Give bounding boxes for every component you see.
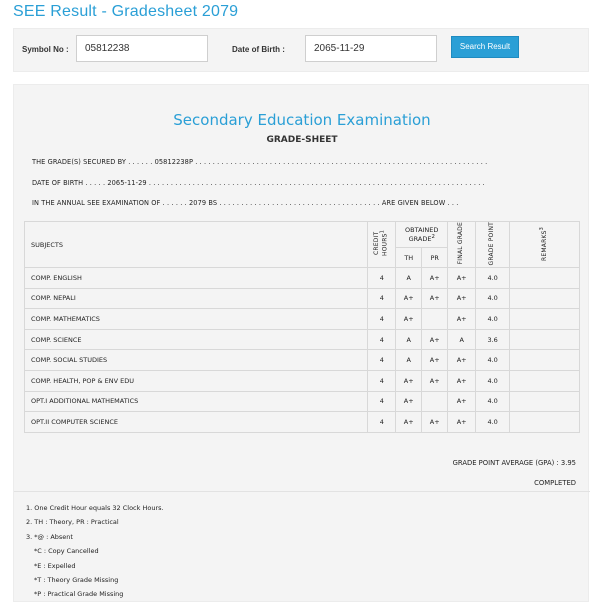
symbol-input[interactable]: 05812238 xyxy=(76,35,208,62)
table-row xyxy=(25,412,580,433)
table-row xyxy=(25,309,580,330)
pr-grade-cell: A+ xyxy=(422,412,448,433)
credit-cell: 4 xyxy=(368,350,396,371)
final-grade-cell: A+ xyxy=(448,288,476,309)
pr-grade-cell: A+ xyxy=(422,370,448,391)
header-remarks: REMARKS$^3$ xyxy=(510,222,580,268)
table-row xyxy=(25,329,580,350)
exam-title: Secondary Education Examination xyxy=(173,111,431,129)
notes xyxy=(26,501,164,602)
table-row xyxy=(25,391,580,412)
pr-grade-cell xyxy=(422,309,448,330)
th-grade-cell: A+ xyxy=(396,288,422,309)
remarks-cell xyxy=(510,329,580,350)
gradesheet-title: GRADE-SHEET xyxy=(266,135,338,145)
subject-cell: COMP. MATHEMATICS xyxy=(25,309,368,330)
note-item: 1. One Credit Hour equals 32 Clock Hours. xyxy=(26,504,164,512)
dob-line: DATE OF BIRTH . . . . . 2065-11-29 . . . . . . . . . . . . . . . . . . . . . . . . . . . . . . . . . . . . . . . . . . . . . . . . . . . . . . . . . . . . . . . . . . . . . . . . . . . . . xyxy=(32,179,485,187)
dob-label: Date of Birth : xyxy=(232,45,285,54)
subject-cell: COMP. NEPALI xyxy=(25,288,368,309)
table-row xyxy=(25,268,580,289)
gpa-text: GRADE POINT AVERAGE (GPA) : 3.95 xyxy=(452,459,576,467)
subject-cell: COMP. ENGLISH xyxy=(25,268,368,289)
final-grade-cell: A+ xyxy=(448,391,476,412)
th-grade-cell: A+ xyxy=(396,370,422,391)
pr-grade-cell: A+ xyxy=(422,288,448,309)
note-item: 3. *@ : Absent xyxy=(26,532,73,541)
header-th: TH xyxy=(396,248,422,268)
secured-by-line: THE GRADE(S) SECURED BY . . . . . . 05812238P . . . . . . . . . . . . . . . . . . . . . . . . . . . . . . . . . . . . . . . . . . . . . . . . . . . . . . . . . . . . . . . . . . . xyxy=(32,158,488,166)
credit-cell: 4 xyxy=(368,391,396,412)
subject-cell: COMP. SCIENCE xyxy=(25,329,368,350)
pr-grade-cell: A+ xyxy=(422,268,448,289)
final-grade-cell: A+ xyxy=(448,309,476,330)
header-final-grade: FINAL GRADE xyxy=(448,222,476,268)
result-status: COMPLETED xyxy=(534,479,576,487)
grade-point-cell: 4.0 xyxy=(476,391,510,412)
table-row xyxy=(25,288,580,309)
grade-point-cell: 4.0 xyxy=(476,412,510,433)
search-result-button[interactable]: Search Result xyxy=(451,36,519,58)
remarks-cell xyxy=(510,350,580,371)
remarks-cell xyxy=(510,309,580,330)
final-grade-cell: A xyxy=(448,329,476,350)
th-grade-cell: A+ xyxy=(396,412,422,433)
subject-cell: COMP. SOCIAL STUDIES xyxy=(25,350,368,371)
th-grade-cell: A xyxy=(396,268,422,289)
page-title: SEE Result - Gradesheet 2079 xyxy=(13,3,239,20)
table-row xyxy=(25,350,580,371)
credit-cell: 4 xyxy=(368,309,396,330)
th-grade-cell: A xyxy=(396,329,422,350)
credit-cell: 4 xyxy=(368,370,396,391)
note-item: *P : Practical Grade Missing xyxy=(34,590,124,599)
grade-point-cell: 4.0 xyxy=(476,268,510,289)
header-subjects: SUBJECTS xyxy=(25,222,368,268)
note-item: *C : Copy Cancelled xyxy=(34,547,99,556)
remarks-cell xyxy=(510,412,580,433)
remarks-cell xyxy=(510,370,580,391)
th-grade-cell: A+ xyxy=(396,391,422,412)
final-grade-cell: A+ xyxy=(448,350,476,371)
exam-line: IN THE ANNUAL SEE EXAMINATION OF . . . . . . 2079 BS . . . . . . . . . . . . . . . . . . . . . . . . . . . . . . . . . . . . . ARE GIVEN BELOW . . . xyxy=(32,199,459,207)
search-form xyxy=(13,28,589,72)
remarks-cell xyxy=(510,288,580,309)
note-item: *T : Theory Grade Missing xyxy=(34,576,119,585)
note-item: 2. TH : Theory, PR : Practical xyxy=(26,518,119,527)
grade-point-cell: 4.0 xyxy=(476,370,510,391)
final-grade-cell: A+ xyxy=(448,370,476,391)
header-grade-point: GRADE POINT xyxy=(476,222,510,268)
gradesheet xyxy=(13,84,589,602)
grade-table xyxy=(24,221,580,433)
subject-cell: OPT.I ADDITIONAL MATHEMATICS xyxy=(25,391,368,412)
th-grade-cell: A+ xyxy=(396,309,422,330)
credit-cell: 4 xyxy=(368,268,396,289)
pr-grade-cell: A+ xyxy=(422,350,448,371)
note-item: *E : Expelled xyxy=(34,561,76,570)
credit-cell: 4 xyxy=(368,412,396,433)
credit-cell: 4 xyxy=(368,288,396,309)
th-grade-cell: A xyxy=(396,350,422,371)
symbol-label: Symbol No : xyxy=(22,45,69,54)
credit-cell: 4 xyxy=(368,329,396,350)
divider xyxy=(14,491,590,492)
pr-grade-cell: A+ xyxy=(422,329,448,350)
pr-grade-cell xyxy=(422,391,448,412)
remarks-cell xyxy=(510,391,580,412)
dob-input[interactable]: 2065-11-29 xyxy=(305,35,437,62)
remarks-cell xyxy=(510,268,580,289)
table-row xyxy=(25,370,580,391)
grade-point-cell: 4.0 xyxy=(476,288,510,309)
final-grade-cell: A+ xyxy=(448,412,476,433)
final-grade-cell: A+ xyxy=(448,268,476,289)
header-obtained-grade: OBTAINED GRADE$^2$ xyxy=(396,222,448,248)
subject-cell: OPT.II COMPUTER SCIENCE xyxy=(25,412,368,433)
grade-point-cell: 4.0 xyxy=(476,350,510,371)
subject-cell: COMP. HEALTH, POP & ENV EDU xyxy=(25,370,368,391)
grade-point-cell: 4.0 xyxy=(476,309,510,330)
grade-point-cell: 3.6 xyxy=(476,329,510,350)
header-credit-hours: CREDIT HOURS$^1$ xyxy=(368,222,396,268)
header-pr: PR xyxy=(422,248,448,268)
